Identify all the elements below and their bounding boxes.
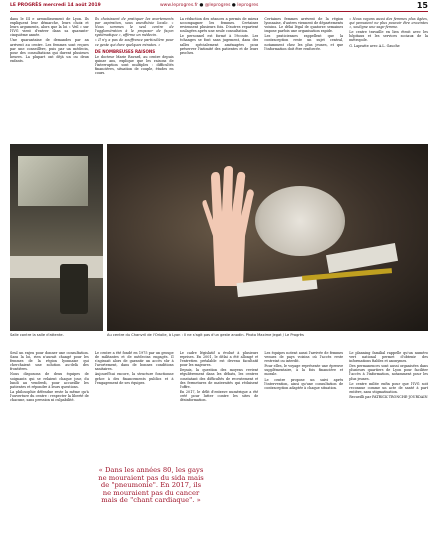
pull-quote: « Dans les années 80, les gays ne mouraient pas du sida mais de "pneumonie". En 2017, ils ne mouraient pas du cancer mais de "chant cardiaque". » <box>98 466 204 505</box>
signature: Recueilli par PATRICK TRONCHE-JOURDAIN <box>349 394 428 399</box>
column-2 <box>95 17 174 141</box>
paragraph: Le centre travaille en lien étroit avec les hôpitaux et les services sociaux de la métropole. <box>349 30 428 43</box>
paragraph: En 2017, le délit d'entrave numérique a été créé pour lutter contre les sites de désinformation. <box>179 389 259 403</box>
paragraph: Le centre propose un suivi après l'intervention, ainsi qu'une consultation de contraception adaptée à chaque situation. <box>264 377 344 390</box>
photo-strip <box>10 144 428 331</box>
photo-window <box>18 156 88 206</box>
bottom-article-columns <box>10 351 428 537</box>
paragraph: Les équipes notent aussi l'arrivée de femmes venues de pays voisins où l'accès reste restreint ou interdit. <box>264 351 344 364</box>
paragraph: Une quarantaine de demandes par an arrivent au centre. Les femmes sont reçues par une conseillère, puis par un médecin, pour des consultations qui durent plusieurs heures. La plupart ont déjà un ou deux enfants. <box>10 38 89 63</box>
page-number: 15 <box>416 1 428 10</box>
paragraph: Aujourd'hui encore, la structure fonctionne grâce à des financements publics et à l'engagement de ses équipes. <box>94 372 174 385</box>
photo-caption-right: Au centre du Chanvril de l'Oriolie, à Lyon : Il ne s'agit pas d'un geste anodin. Photo Maxime Jegat / Le Progrès <box>107 333 304 337</box>
column-1 <box>10 351 89 537</box>
photo-waiting-room <box>10 144 103 331</box>
paragraph: La philosophie défendue reste la même qu'à l'ouverture du centre : respecter la liberté de chacune, sans pression ni culpabilité. <box>10 389 89 403</box>
paragraph: Depuis, la question des moyens revient régulièrement dans les débats, les centres constatant des difficultés de recrutement et des fermetures de maternités qui réduisent l'offre. <box>179 368 259 389</box>
photo-medical-hand <box>107 144 428 331</box>
paragraph: « Il n'y a pas de souffrance particulière pour ce geste qui dure quelques minutes. » <box>94 38 174 47</box>
paragraph: Ils choisissent de pratiquer les avortements par aspiration, sous anesthésie locale. « Nous sommes le seul centre de l'agglomération à le proposer de façon systématique », affirme un médecin. <box>94 17 174 38</box>
page-header <box>0 0 436 14</box>
top-article-columns <box>10 17 428 141</box>
photo-dish <box>255 186 345 256</box>
paragraph: Les praticiennes rappellent que la contraception reste un sujet central, notamment chez les plus jeunes, et que l'information doit être renforcée. <box>264 34 344 51</box>
paragraph: Seul un enjeu pour donner une consultation. Sans la loi, rien n'aurait changé pour les femmes de la région lyonnaise qui cherchaient une solution au-delà des frontières. <box>10 351 89 372</box>
header-date: LE PROGRÈS mercredi 14 août 2019 <box>10 3 101 8</box>
paragraph: Le planning familial rappelle qu'un numéro vert national permet d'obtenir des informations fiables et anonymes. <box>349 351 428 364</box>
paragraph: Pour elles, le voyage représente une épreuve supplémentaire, à la fois financière et morale. <box>264 364 344 377</box>
paragraph: Le docteur Marie Ravard, au centre depuis quinze ans, explique que les raisons de l'interruption sont multiples : difficultés financières, situation de couple, études en cours. <box>94 54 174 76</box>
paragraph: Nous disposons de deux équipes de soignants qui se relaient chaque jour, du lundi au vendredi, pour accueillir les patientes et répondre à leurs questions. <box>10 372 89 389</box>
photo-counter <box>10 256 103 278</box>
paragraph: « Nous voyons aussi des femmes plus âgées, qui pensaient ne plus pouvoir être enceintes », souligne une sage-femme. <box>349 17 428 30</box>
header-website[interactable]: www.leprogres.fr <box>160 3 199 8</box>
paragraph: Le cadre législatif a évolué à plusieurs reprises. En 2001, le délai a été allongé et l'entretien préalable est devenu facultatif pour les majeures. <box>179 351 259 368</box>
paragraph: Certaines femmes arrivent de la région lyonnaise, d'autres viennent de départements voisins. Le délai légal de quatorze semaines impose parfois une organisation rapide. <box>264 17 344 34</box>
header-rule <box>10 11 428 12</box>
header-twitter[interactable]: @leprogres <box>204 3 231 8</box>
paragraph: Le centre a été fondé en 1975 par un groupe de militantes et de médecins engagés. Il s'agissait alors de garantir un accès sûr à l'avortement, dans de bonnes conditions sanitaires. <box>94 351 174 372</box>
paragraph: La réduction des séances a permis de mieux accompagner les femmes. Certaines reviennent plusieurs fois. D'autres repartent soulagées après une seule consultation. <box>179 17 259 34</box>
column-4 <box>264 351 343 537</box>
header-facebook[interactable]: leprogres <box>237 3 259 8</box>
photo-caption-left: Salle contre la salle d'attente. <box>10 333 64 337</box>
gloved-hand-graphic <box>197 166 255 286</box>
paragraph: Le personnel est formé à l'écoute. Les échanges se font sans jugement, dans des salles spécialement aménagées pour préserver l'intimité des patientes et de leurs proches. <box>179 34 259 55</box>
photo-chair <box>60 264 88 314</box>
column-3 <box>180 17 259 141</box>
column-5 <box>349 351 428 537</box>
photo-syringe <box>302 268 392 281</box>
paragraph: Le centre milite enfin pour que l'IVG soit reconnue comme un acte de santé à part entière, sans stigmatisation. <box>349 381 428 394</box>
column-1 <box>10 17 89 141</box>
subheading: DE NOMBREUSES RAISONS <box>94 48 156 54</box>
column-5 <box>349 17 428 141</box>
signature: G. Lapratte avec A.L. Gauche <box>349 43 400 48</box>
paragraph: Des permanences sont aussi organisées dans plusieurs quartiers de Lyon pour faciliter l'accès à l'information, notamment pour les plus jeunes. <box>349 364 428 381</box>
header-social: www.leprogres.fr ● @leprogres ● leprogres <box>160 3 259 8</box>
paragraph: dans le III e arrondissement de Lyon. Ils expliquent leur démarche, leurs choix et leurs arguments, alors que la loi « Veil » sur l'IVG vient d'entrer dans sa quarante-cinquième année. <box>10 17 89 38</box>
column-4 <box>264 17 343 141</box>
